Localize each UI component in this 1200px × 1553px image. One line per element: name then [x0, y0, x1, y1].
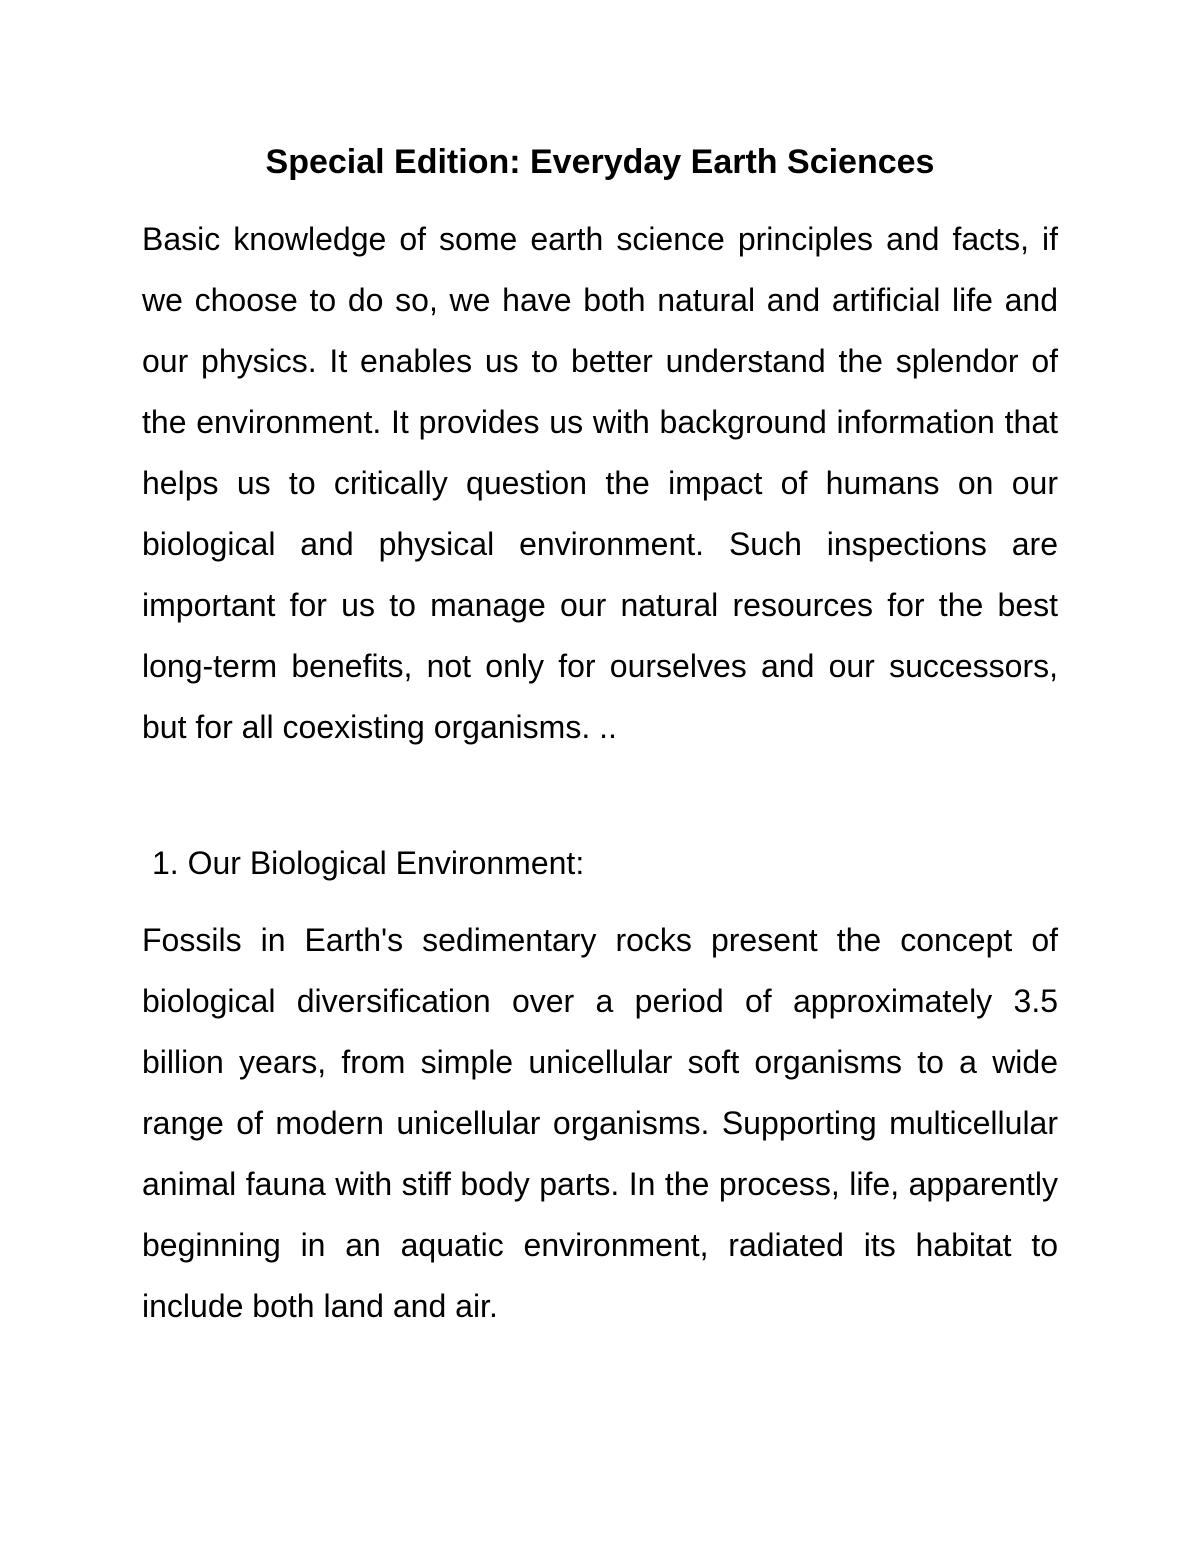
- biological-environment-paragraph: Fossils in Earth's sedimentary rocks present the concept of biological diversification over a period of approximately 3.5 billion years, from simple unicellular soft organisms to a wide range of modern unicellular organisms. Supporting multicellular animal fauna with stiff body parts. In the process, life, apparently beginning in an aquatic environment, radiated its habitat to include both land and air.: [142, 922, 1058, 1324]
- section-heading-biological-environment: 1. Our Biological Environment:: [152, 845, 585, 881]
- intro-paragraph: Basic knowledge of some earth science principles and facts, if we choose to do so, we have both natural and artificial life and our physics. It enables us to better understand the splendor of the environment. It provides us with background information that helps us to critically question the impact of humans on our biological and physical environment. Such inspections are important for us to manage our natural resources for the best long-term benefits, not only for ourselves and our successors, but for all coexisting organisms. ..: [142, 221, 1058, 745]
- document-title: Special Edition: Everyday Earth Sciences: [265, 143, 935, 181]
